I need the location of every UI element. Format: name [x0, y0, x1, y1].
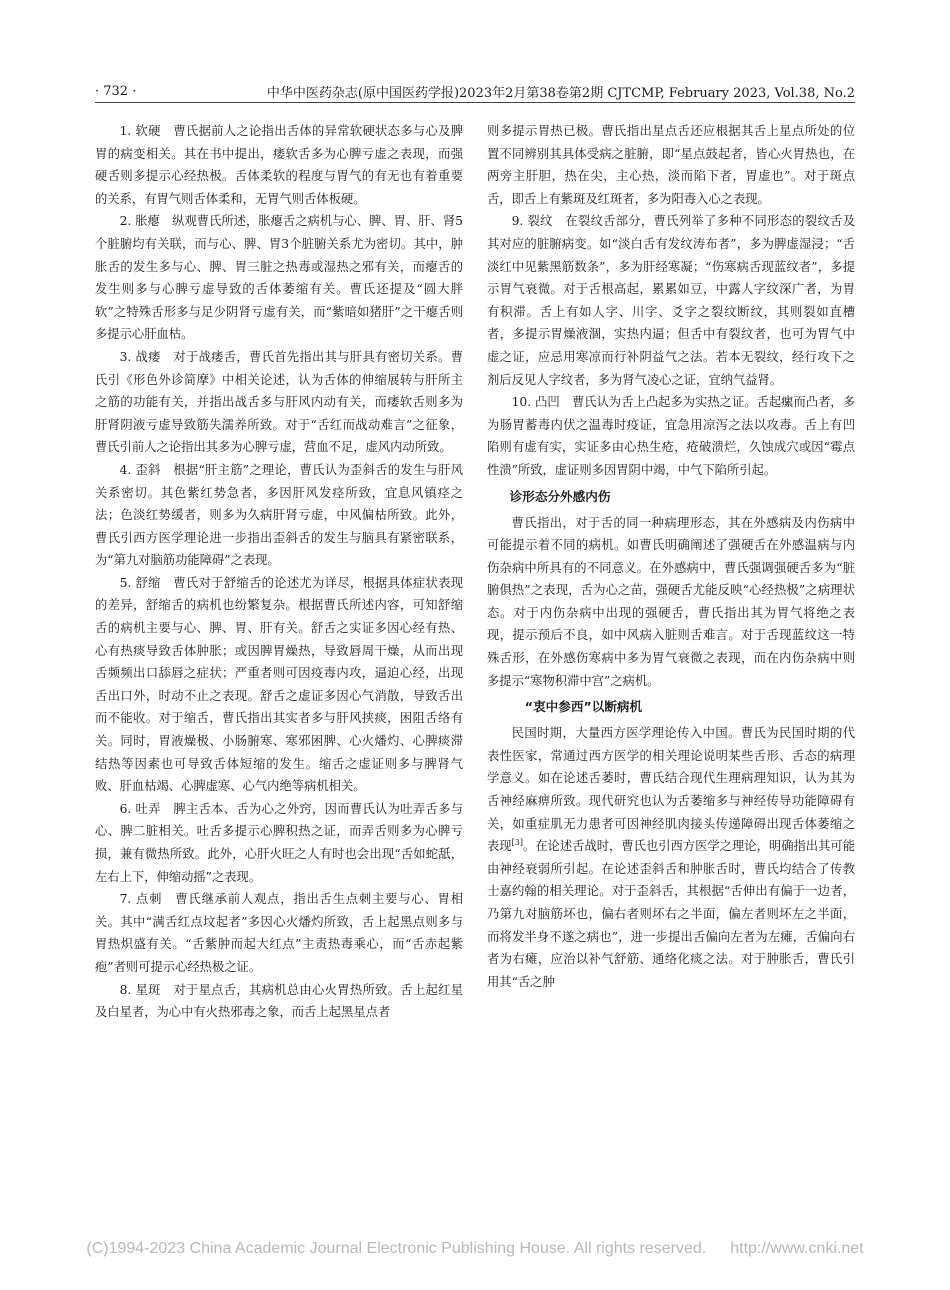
paragraph-wagging: 6. 吐弄 脾主舌本、舌为心之外窍，因而曹氏认为吐弄舌多与心、脾二脏相关。吐舌多提示心脾积热之证，而弄舌则多为心脾亏损，兼有微热所致。此外，心肝火旺之人有时也会出现“舌如蛇舐，左右上下，伸缩动摇”之表现。 — [95, 801, 463, 884]
paragraph-raised-sunken: 10. 凸凹 曹氏认为舌上凸起多为实热之证。舌起瘰而凸者，多为肠胃蓄毒内伏之温毒时疫证，宜急用凉泻之法以攻毒。舌上有凹陷则有虚有实，实证多由心热生疮，疮破溃烂，久蚀成穴或因“霉点性溃”所致，虚证则多因胃阴中竭，中气下陷所引起。 — [487, 395, 855, 477]
paragraph-deviated: 4. 歪斜 根据“肝主筋”之理论，曹氏认为歪斜舌的发生与肝风关系密切。其色紫红势急者，多因肝风发痉所致，宜息风镇痉之法；色淡红势缓者，则多为久病肝肾亏虚，中风偏枯所致。此外，曹氏引西方医学理论进一步指出歪斜舌的发生与脑具有紧密联系，为“第九对脑筋功能障碍”之表现。 — [95, 462, 463, 568]
paragraph-stars-spots-continued: 则多提示胃热已极。曹氏指出星点舌还应根据其舌上星点所处的位置不同辨别其具体受病之脏腑，即“星点鼓起者，皆心火胃热也，在两旁主肝胆，热在尖，主心热，淡而陷下者，胃虚也”。对于斑点舌，即舌上有紫斑及红斑者，多为阳毒入心之表现。 — [487, 124, 855, 206]
section-heading-external-internal: 诊形态分外感内伤 — [509, 488, 611, 504]
page-number: · 732 · — [95, 83, 137, 99]
copyright-footer — [0, 1240, 950, 1260]
right-column — [487, 120, 855, 993]
running-header — [95, 80, 855, 103]
paragraph-swollen-shrunken: 2. 胀瘪 纵观曹氏所述，胀瘪舌之病机与心、脾、胃、肝、肾5个脏腑均有关联，而与心、脾、胃3个脏腑关系尤为密切。其中，肿胀舌的发生多与心、脾、胃三脏之热毒或湿热之邪有关，而瘪舌的发生则多与心脾亏虚导致的舌体萎缩有关。曹氏还提及“圆大胖软”之特殊舌形多与足少阴肾亏虚有关，而“紫暗如猪肝”之干瘪舌则多提示心肝血枯。 — [95, 214, 463, 342]
section-heading-chinese-western: “衷中参西”以断病机 — [524, 699, 643, 715]
paragraph-external-internal: 曹氏指出，对于舌的同一种病理形态，其在外感病及内伤病中可能提示着不同的病机。如曹氏明确阐述了强硬舌在外感温病与内伤杂病中所具有的不同意义。在外感病中，曹氏强调强硬舌多为“脏腑俱热”之表现，舌为心之苗，强硬舌尤能反映“心经热极”之病理状态。对于内伤杂病中出现的强硬舌，曹氏指出其为胃气将绝之表现，提示预后不良，如中风病入脏则舌难言。对于舌现蓝纹这一特殊舌形，在外感伤寒病中多为胃气衰微之表现，而在内伤杂病中则多提示“寒物积滞中宫”之病机。 — [487, 515, 855, 688]
citation-ref-3[interactable]: [3] — [511, 838, 523, 848]
paragraph-chinese-western: 民国时期，大量西方医学理论传入中国。曹氏为民国时期的代表性医家，常通过西方医学的相关理论说明某些舌形、舌态的病理学意义。如在论述舌萎时，曹氏结合现代生理病理知识，认为其为舌神经麻痹所致。现代研究也认为舌萎缩多与神经传导功能障碍有关，如重症肌无力患者可因神经肌肉接头传递障碍出现舌体萎缩之表现[3]。在论述舌战时，曹氏也引西方医学之理论，明确指出其可能由神经衰弱所引起。在论述歪斜舌和肿胀舌时，曹氏均结合了传教士嘉约翰的相关理论。对于歪斜舌，其根据“舌伸出有偏于一边者，乃第九对脑筋坏也，偏右者则坏右之半面，偏左者则坏左之半面，而将发半身不遂之病也”，进一步提出舌偏向左者为左瘫，舌偏向右者为右瘫，应治以补气舒筋、通络化痰之法。对于肿胀舌，曹氏引用其“舌之肿 — [487, 726, 855, 989]
paragraph-red-dots: 7. 点刺 曹氏继承前人观点，指出舌生点刺主要与心、胃相关。其中“满舌红点坟起者”多因心火燔灼所致，舌上起黑点则多与胃热炽盛有关。“舌紫肿而起大红点”主责热毒乘心，而“舌赤起紫疱”者则可提示心经热极之证。 — [95, 892, 463, 974]
copyright-text: (C)1994-2023 China Academic Journal Electronic Publishing House. All rights reserved. — [86, 1240, 707, 1257]
paragraph-stars-spots: 8. 星斑 对于星点舌，其病机总由心火胃热所致。舌上起红星及白星者，为心中有火热邪毒之象，而舌上起黑星点者 — [95, 982, 463, 1020]
paragraph-protruding-retracted: 5. 舒缩 曹氏对于舒缩舌的论述尤为详尽，根据具体症状表现的差异，舒缩舌的病机也纷繁复杂。根据曹氏所述内容，可知舒缩舌的病机主要与心、脾、胃、肝有关。舒舌之实证多因心经有热、心有热痰导致舌体肿胀；或因脾胃燥热，导致唇周干燥，从而出现舌频频出口舔唇之症状；严重者则可因疫毒内攻，逼迫心经，出现舌出口外，时动不止之表现。舒舌之虚证多因心气消散，导致舌出而不能收。对于缩舌，曹氏指出其实者多与肝风挟痰，困阻舌络有关。同时，胃液燥极、小肠腑寒、寒邪困脾、心火燔灼、心脾痰滞结热等因素也可导致舌体短缩的发生。缩舌之虚证则多与脾肾气败、肝血枯竭、心脾虚寒、心气内绝等病机相关。 — [95, 575, 463, 794]
journal-citation: 中华中医药杂志(原中国医药学报)2023年2月第38卷第2期 CJTCMP, February 2023, Vol.38, No.2 — [266, 85, 855, 101]
paragraph-fissures: 9. 裂纹 在裂纹舌部分，曹氏列举了多种不同形态的裂纹舌及其对应的脏腑病变。如“淡白舌有发纹涛布者”，多为脾虚湿浸；“舌淡红中见紫黑筋数条”，多为肝经寒凝；“伤寒病舌现蓝纹者”，多提示胃气衰微。对于舌根高起，累累如豆，中露人字纹深广者，为胃有积滞。舌上有如人字、川字、爻字之裂纹断纹，其则裂如直槽者，多提示胃燥液涸，实热内逼；但舌中有裂纹者，也可为胃气中虚之证，应忌用寒凉而行补阴益气之法。若本无裂纹，经行攻下之剂后反见人字纹者，多为肾气凌心之证，宜纳气益肾。 — [487, 214, 855, 387]
paragraph-soft-hard: 1. 软硬 曹氏据前人之论指出舌体的异常软硬状态多与心及脾胃的病变相关。其在书中提出，痿软舌多为心脾亏虚之表现，而强硬舌则多提示心经热极。舌体柔软的程度与胃气的有无也有着重要的关系，有胃气则舌体柔和，无胃气则舌体板硬。 — [95, 124, 463, 206]
cnki-url[interactable]: http://www.cnki.net — [730, 1240, 864, 1257]
paragraph-trembling-flaccid: 3. 战痿 对于战痿舌，曹氏首先指出其与肝具有密切关系。曹氏引《形色外诊简摩》中相关论述，认为舌体的伸缩展转与肝所主之筋的功能有关，并指出战舌多与肝风内动有关，而痿软舌则多为肝肾阴液亏虚导致筋失濡养所致。对于“舌红而战动难言”之征象，曹氏引前人之论指出其多为心脾亏虚，营血不足，虚风内动所致。 — [95, 349, 463, 455]
left-column — [95, 120, 463, 1024]
